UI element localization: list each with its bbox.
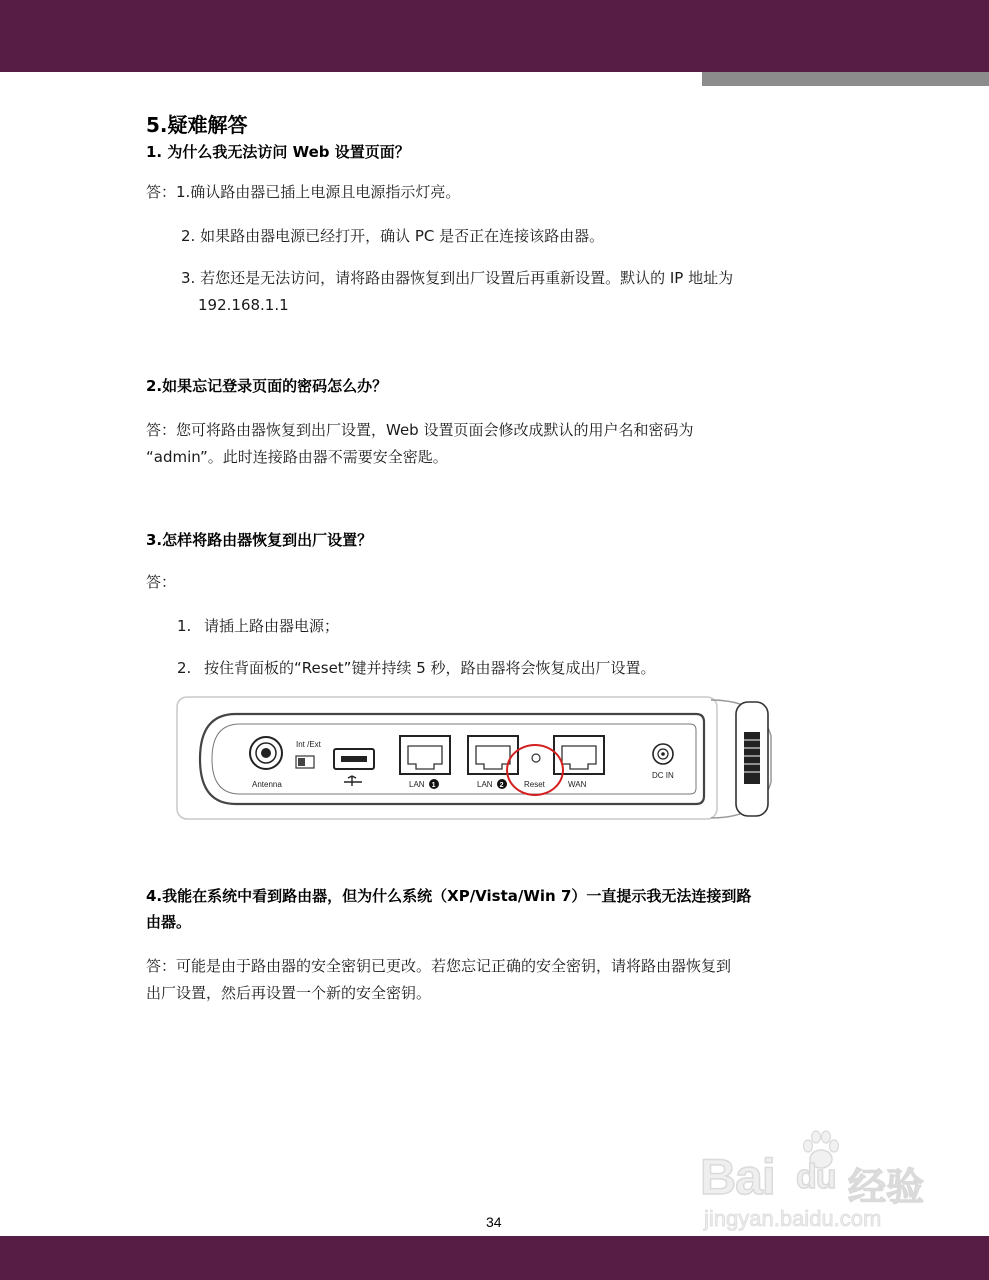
q3-step2-number: 2. xyxy=(177,659,192,677)
header-band xyxy=(0,0,989,72)
section-title: 5.疑难解答 xyxy=(146,113,248,137)
reset-label: Reset xyxy=(524,780,545,789)
q2-question: 2.如果忘记登录页面的密码怎么办？ xyxy=(146,377,388,395)
watermark-du-text: du xyxy=(796,1158,836,1196)
q3-answer-prefix: 答： xyxy=(146,573,177,591)
lan1-port-icon xyxy=(400,736,450,774)
router-back-panel-image xyxy=(176,696,788,822)
q1-answer-line2: 2. 如果路由器电源已经打开，确认 PC 是否正在连接该路由器。 xyxy=(181,227,605,245)
q4-answer-line1: 答：可能是由于路由器的安全密钥已更改。若您忘记正确的安全密钥，请将路由器恢复到 xyxy=(146,957,732,975)
antenna-label: Antenna xyxy=(252,780,282,789)
antenna-mount-icon xyxy=(736,702,768,816)
q3-step1-text: 请插上路由器电源； xyxy=(204,617,340,635)
reset-highlight-circle xyxy=(506,744,564,796)
q1-answer-ip: 192.168.1.1 xyxy=(198,296,289,314)
footer-band xyxy=(0,1236,989,1280)
watermark-jingyan-text: 经验 xyxy=(848,1165,925,1209)
q3-step1-number: 1. xyxy=(177,617,192,635)
lan1-label: LAN xyxy=(409,780,425,789)
wan-label: WAN xyxy=(568,780,587,789)
q4-question-line1: 4.我能在系统中看到路由器，但为什么系统（XP/Vista/Win 7）一直提示我无法连接到路 xyxy=(146,887,752,905)
header-accent-bar xyxy=(702,72,989,86)
dc-in-label: DC IN xyxy=(652,771,674,780)
antenna-connector-icon xyxy=(250,737,282,769)
q3-step2-text: 按住背面板的“Reset”键并持续 5 秒，路由器将会恢复成出厂设置。 xyxy=(204,659,656,677)
page-number: 34 xyxy=(486,1214,502,1230)
lan2-label: LAN xyxy=(477,780,493,789)
dc-in-jack-icon xyxy=(653,744,673,764)
watermark-url: jingyan.baidu.com xyxy=(704,1206,882,1231)
q1-question: 1. 为什么我无法访问 Web 设置页面？ xyxy=(146,143,410,161)
q1-answer-line1: 答：1.确认路由器已插上电源且电源指示灯亮。 xyxy=(146,183,461,201)
svg-text:2: 2 xyxy=(499,782,504,789)
q2-answer-line2: “admin”。此时连接路由器不需要安全密匙。 xyxy=(146,448,448,466)
q3-question: 3.怎样将路由器恢复到出厂设置？ xyxy=(146,531,373,549)
svg-text:1: 1 xyxy=(431,782,436,789)
watermark-baidu-text: Bai xyxy=(700,1149,775,1205)
q4-question-line2: 由器。 xyxy=(146,913,192,931)
int-ext-label: Int /Ext xyxy=(296,740,321,749)
q1-answer-line3: 3. 若您还是无法访问，请将路由器恢复到出厂设置后再重新设置。默认的 IP 地址为 xyxy=(181,269,734,287)
q4-answer-line2: 出厂设置，然后再设置一个新的安全密钥。 xyxy=(146,984,432,1002)
baidu-jingyan-watermark xyxy=(700,1128,940,1231)
q2-answer-line1: 答：您可将路由器恢复到出厂设置，Web 设置页面会修改成默认的用户名和密码为 xyxy=(146,421,694,439)
